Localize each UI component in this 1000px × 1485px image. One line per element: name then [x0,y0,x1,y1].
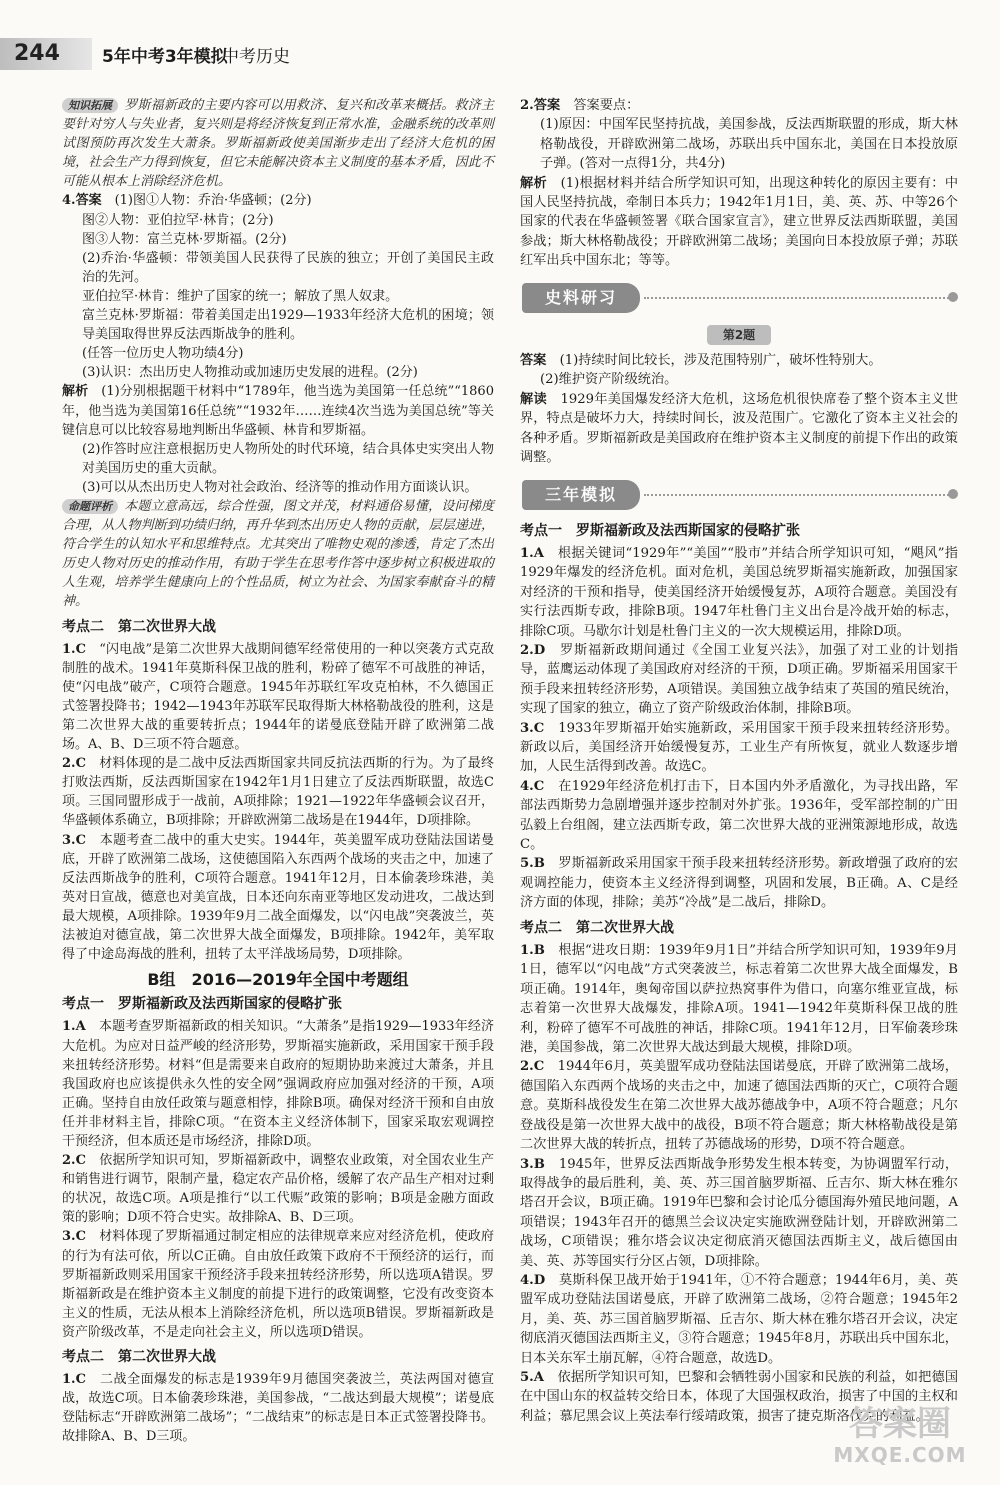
item-text: 根据“进攻日期：1939年9月1日”并结合所学知识可知，1939年9月1日，德军以“闪电战”方式突袭波兰，标志着第二次世界大战全面爆发，B项正确。1914年，奥匈帝国以萨拉热窝事件为借口，向塞尔维亚宣战，标志着第一次世界大战爆发，排除A项。1941—1942年莫斯科保卫战的胜利，粉碎了德军不可战胜的神话，排除C项。1941年12月，日军偷袭珍珠港，美国参战，第二次世界大战达到最大规模，排除D项。 [520,943,958,1056]
note-label: 知识拓展 [62,98,118,113]
answer-item [62,211,494,230]
item-number: 5.B [520,856,545,872]
answer-item [62,191,494,210]
right-column [520,96,958,1426]
item-number: 2.C [62,756,86,772]
section-heading: 考点一 罗斯福新政及法西斯国家的侵略扩张 [520,522,800,539]
page-header [0,38,1000,74]
item-text: 在1929年经济危机打击下，日本国内外矛盾激化，为寻找出路，军部法西斯势力急剧增强并逐步控制对外扩张。1936年，受军部控制的广田弘毅上台组阁，建立法西斯专政，第二次世界大战的亚洲策源地形成，故选C。 [520,778,959,852]
item-text: (1)分别根据题干材料中“1789年，他当选为美国第一任总统”“1860年，他当选为美国第16任总统”“1932年……连续4次当选为美国总统”等关键信息可以比较容易地判断出华盛顿、林肯和罗斯福。 [62,384,494,438]
answer-item [62,640,494,755]
note-text: 罗斯福新政的主要内容可以用救济、复兴和改革来概括。救济主要针对穷人与失业者，复兴则是将经济恢复到正常水准，金融系统的改革则试图预防再次发生大萧条。罗斯福新政使美国渐步走出了经济大危机的困境，社会生产力得到恢复，但它未能解决资本主义制度的基本矛盾，因此不可能从根本上消除经济危机。 [62,98,494,190]
answer-block-q2 [520,96,958,271]
comment-note [62,497,494,612]
item-number: 解读 [520,391,547,407]
left-column [62,96,494,1446]
item-text: 本题考查罗斯福新政的相关知识。“大萧条”是指1929—1933年经济大危机。为应对日益严峻的经济形势，罗斯福实施新政，采用国家干预手段来扭转经济形势。材料“但是需要来自政府的短期协助来渡过大萧条，并且我国政府也应该提供永久性的安全网”强调政府应加强对经济的干预，A项正确。坚持自由放任政策与题意相悖，排除B项。确保对经济干预和自由放任并非材料主旨，排除C项。“在资本主义经济体制下，国家采取宏观调控干预经济，但本质还是市场经济，排除D项。 [62,1019,494,1149]
item-text: 根据关键词“1929年”“美国”“股市”并结合所学知识可知，“飓风”指1929年爆发的经济危机。面对危机，美国总统罗斯福实施新政，加强国家对经济的干预和指导，使美国经济开始缓慢复苏，A项符合题意。美国没有实行法西斯专政，排除B项。1947年杜鲁门主义出台是冷战开始的标志，排除C项。马歇尔计划是杜鲁门主义的一次大规模运用，排除D项。 [520,545,958,639]
answer-item [520,370,958,389]
item-text: 罗斯福新政采用国家干预手段来扭转经济形势。新政增强了政府的宏观调控能力，使资本主义经济得到调整，巩固和发展，B正确。A、C是经济方面的体现，排除；美苏“冷战”是二战后，排除D。 [520,856,959,911]
item-text: 二战全面爆发的标志是1939年9月德国突袭波兰，英法两国对德宣战，故选C项。日本偷袭珍珠港，美国参战，“二战达到最大规模”；诺曼底登陆标志“开辟欧洲第二战场”；“二战结束”的标志是日本正式签署投降书。故排除A、B、D三项。 [62,1372,494,1445]
comment-text: 本题立意高远，综合性强，图文并茂，材料通俗易懂，设问梯度合理，从人物判断到功绩归纳，再升华到杰出历史人物的贡献，层层递进，符合学生的认知水平和思维特点。尤其突出了唯物史观的渗透，肯定了杰出历史人物对历史的推动作用，有助于学生在思考作答中逐步树立积极进取的人生观，培养学生健康向上的个性品质，树立为社会、为国家奉献奋斗的精神。 [62,498,494,610]
item-text: 富兰克林·罗斯福：带着美国走出1929—1933年经济大危机的困境；领导美国取得世界反法西斯战争的胜利。 [82,308,494,343]
item-text: (1)持续时间比较长，涉及范围特别广，破坏性特别大。 [559,353,882,369]
item-number: 解析 [520,175,548,191]
answer-block-study [520,351,958,467]
answer-item [62,831,494,965]
answer-item [62,1017,494,1151]
answer-item [520,941,958,1057]
answer-item [520,1155,958,1271]
item-number: 3.C [62,1229,86,1245]
rule-end-dot [948,292,958,302]
item-text: 1944年6月，英美盟军成功登陆法国诺曼底，开辟了欧洲第二战场，德国陷入东西两个战场的夹击之中，加速了德国法西斯的灭亡，C项符合题意。莫斯科战役发生在第二次世界大战苏德战争中，A项不符合题意；凡尔登战役是第一次世界大战中的战役，B项不符合题意；斯大林格勒战役是第二次世界大战的转折点，扭转了苏德战场的形势，D项不符合题意。 [520,1059,958,1153]
answer-item [520,390,958,468]
series-title: 5年中考3年模拟 [102,47,228,67]
section-heading: 考点二 第二次世界大战 [62,618,216,635]
dotted-rule [644,494,952,496]
answer-item [520,351,958,370]
section-heading: 考点二 第二次世界大战 [62,1349,216,1365]
item-number: 1.B [520,943,545,959]
item-text: 1929年美国爆发经济大危机，这场危机很快席卷了整个资本主义世界，特点是破坏力大，持续时间长，波及范围广。它激化了资本主义社会的各种矛盾。罗斯福新政是美国政府在维护资本主义制度的前提下作出的政策调整。 [520,391,959,466]
answer-list [62,1017,494,1342]
item-number: 1.A [520,545,544,561]
answer-block-q4 [62,191,494,497]
item-text: “闪电战”是第二次世界大战期间德军经常使用的一种以突袭方式克敌制胜的战术。1941年莫斯科保卫战的胜利，粉碎了德军不可战胜的神话，使“闪电战”破产，C项符合题意。1945年苏联红军攻克柏林，不久德国正式签署投降书；1942—1943年苏联军民取得斯大林格勒战役的胜利，这是第二次世界大战的重要转折点；1944年的诺曼底登陆开辟了欧洲第二战场。A、B、D三项不符合题意。 [62,641,494,753]
item-number: 4.D [520,1272,546,1288]
item-number: 2.答案 [520,98,561,113]
answer-item [520,854,958,912]
answer-item [62,382,494,439]
answer-item [62,344,494,363]
question-tag [520,325,958,345]
answer-list [520,544,958,913]
item-text: 材料体现的是二战中反法西斯国家共同反抗法西斯的行为。为了最终打败法西斯，反法西斯国家在1942年1月1日建立了反法西斯联盟，故选C项。三国同盟形成于一战前，A项排除；1921—1922年华盛顿会议召开，华盛顿体系确立，B项排除；开辟欧洲第二战场是在1944年，D项排除。 [62,756,494,829]
item-text: (1)根据材料并结合所学知识可知，出现这种转化的原因主要有：中国人民坚持抗战，牵制日本兵力；1942年1月1日，美、英、苏、中等26个国家的代表在华盛顿签署《联合国家宣言》，建立世界反法西斯联盟，美国参战；斯大林格勒战役；开辟欧洲第二战场；美国向日本投放原子弹；苏联红军出兵中国东北；等等。 [520,175,959,269]
answer-item [62,230,494,249]
item-text: (1)原因：中国军民坚持抗战，美国参战，反法西斯联盟的形成，斯大林格勒战役，开辟欧洲第二战场，苏联出兵中国东北，美国在日本投放原子弹。(答对一点得1分，共4分) [540,117,958,172]
item-text: 图②人物：亚伯拉罕·林肯；(2分) [82,212,274,228]
dotted-rule [644,297,952,299]
knowledge-note [62,96,494,191]
answer-list [62,1370,494,1446]
answer-item [62,306,494,344]
answer-item [520,1271,958,1368]
item-text: (3)认识：杰出历史人物推动或加速历史发展的进程。(2分) [82,365,418,381]
item-number: 2.C [520,1059,545,1075]
item-text: 本题考查二战中的重大史实。1944年，英美盟军成功登陆法国诺曼底，开辟了欧洲第二战场，这使德国陷入东西两个战场的夹击之中，加速了反法西斯战争的胜利，C项符合题意。1941年12月，日本偷袭珍珠港，美英对日宣战，德意也对美宣战，日本还向东南亚等地区发动进攻，二战达到最大规模，A项排除。1939年9月二战全面爆发，以“闪电战”突袭波兰，英法被迫对德宣战，第二次世界大战全面爆发，B项排除。1942年，美军取得了中途岛海战的胜利，扭转了太平洋战场局势，D项排除。 [62,832,494,963]
item-text: (2)维护资产阶级统治。 [540,372,678,388]
item-number: 解析 [62,384,89,400]
answer-item [62,249,494,287]
answer-item [520,641,958,719]
item-text: (1)图①人物：乔治·华盛顿；(2分) [114,193,312,209]
watermark-text: 答案圈 [849,1404,951,1444]
answer-item [62,363,494,382]
answer-item [520,719,958,777]
section-heading: 考点一 罗斯福新政及法西斯国家的侵略扩张 [62,996,342,1013]
item-number: 5.A [520,1369,544,1385]
answer-list [62,640,494,965]
item-text: 材料体现了罗斯福通过制定相应的法律规章来应对经济危机，使政府的行为有法可依，所以C正确。自由放任政策下政府不干预经济的运行，而罗斯福新政则采用国家干预经济手段来扭转经济形势，所以选项A错误。罗斯福新政是在维护资本主义制度的前提下进行的政策调整，它没有改变资本主义的性质，无法从根本上消除经济危机，所以选项B错误。罗斯福新政是资产阶级改革，不是走向社会主义，所以选项D错误。 [62,1229,494,1340]
item-number: 3.C [62,832,86,848]
item-number: 3.B [520,1156,545,1172]
item-text: 罗斯福新政期间通过《全国工业复兴法》，加强了对工业的计划指导，蓝鹰运动体现了美国政府对经济的干预，D项正确。罗斯福采用国家干预手段来扭转经济形势，A项错误。美国独立战争结束了英国的殖民统治，实现了国家的独立，确立了资产阶级政治体制，排除B项。 [520,642,959,717]
answer-item [62,478,494,497]
item-text: 图③人物：富兰克林·罗斯福。(2分) [82,231,287,247]
answer-item [520,96,958,115]
item-text: 亚伯拉罕·林肯：维护了国家的统一；解放了黑人奴隶。 [82,288,399,304]
answer-item [520,777,958,855]
item-text: (3)可以从杰出历史人物对社会政治、经济等的推动作用方面谈认识。 [82,479,478,495]
question-pill: 第2题 [707,325,771,345]
site-watermark [820,1405,980,1471]
item-text: 莫斯科保卫战开始于1941年，①不符合题意；1944年6月，美、英盟军成功登陆法国诺曼底，开辟了欧洲第二战场，②符合题意；1945年2月，美、英、苏三国首脑罗斯福、丘吉尔、斯大林在雅尔塔召开会议，决定彻底消灭德国法西斯主义，③符合题意；1945年8月，苏联出兵中国东北，日本关东军土崩瓦解，④符合题意，故选D。 [520,1272,958,1366]
item-text: 1933年罗斯福开始实施新政，采用国家干预手段来扭转经济形势。新政以后，美国经济开始缓慢复苏，工业生产有所恢复，就业人数逐步增加，人民生活得到改善。故选C。 [520,720,959,775]
answer-item [520,1057,958,1154]
banner-study [520,281,958,317]
rule-end-dot [948,489,958,499]
page-number: 244 [0,38,92,70]
answer-item [62,287,494,306]
item-number: 4.答案 [62,193,102,209]
item-number: 4.C [520,778,545,794]
item-text: 答案要点： [573,98,640,113]
item-text: (任答一位历史人物功绩4分) [82,346,244,362]
answer-item [520,174,958,271]
item-number: 1.A [62,1019,86,1035]
answer-item [62,1151,494,1227]
banner-label: 史料研习 [522,283,640,313]
item-text: 依据所学知识可知，巴黎和会牺牲弱小国家和民族的利益，如把德国在中国山东的权益转交给日本，体现了大国强权政治，损害了中国的主权和利益；慕尼黑会议上英法奉行绥靖政策，损害了捷克斯洛伐克的利益。 [520,1369,959,1424]
item-text: 依据所学知识可知，罗斯福新政中，调整农业政策，对全国农业生产和销售进行调节，限制产量，稳定农产品价格，缓解了农产品生产相对过剩的状况，故选C项。A项是推行“以工代赈”政策的影响；B项是金融方面政策的影响；D项不符合史实。故排除A、B、D三项。 [62,1153,494,1226]
answer-item [62,440,494,478]
item-number: 1.C [62,641,86,657]
item-text: (2)乔治·华盛顿：带领美国人民获得了民族的独立；开创了美国民主政治的先河。 [82,250,494,285]
item-number: 答案 [520,353,547,369]
item-number: 1.C [62,1372,86,1388]
watermark-url: MXQE.COM [833,1443,967,1467]
item-text: 1945年，世界反法西斯战争形势发生根本转变，为协调盟军行动，取得战争的最后胜利，美、英、苏三国首脑罗斯福、丘吉尔、斯大林在雅尔塔召开会议，B项正确。1919年巴黎和会讨论瓜分德国海外殖民地问题，A项错误；1943年召开的德黑兰会议决定实施欧洲登陆计划，开辟欧洲第二战场，C项错误；雅尔塔会议决定彻底消灭德国法西斯主义，战后德国由美、英、苏等国实行分区占领，D项排除。 [520,1156,959,1269]
answer-item [520,115,958,173]
item-text: (2)作答时应注意根据历史人物所处的时代环境，结合具体史实突出人物对美国历史的重大贡献。 [82,441,494,476]
answer-item [62,1227,494,1342]
banner-mock [520,478,958,514]
comment-label: 命题评析 [62,499,118,514]
group-heading: B组 2016—2019年全国中考题组 [147,970,409,990]
section-heading: 考点二 第二次世界大战 [520,919,674,936]
banner-label: 三年模拟 [522,480,640,510]
answer-item [62,754,494,830]
subject-title: 中考历史 [222,47,290,67]
answer-item [62,1370,494,1446]
item-number: 3.C [520,720,545,736]
answer-item [520,544,958,641]
item-number: 2.C [62,1153,86,1169]
answer-list [520,941,958,1426]
item-number: 2.D [520,642,546,658]
